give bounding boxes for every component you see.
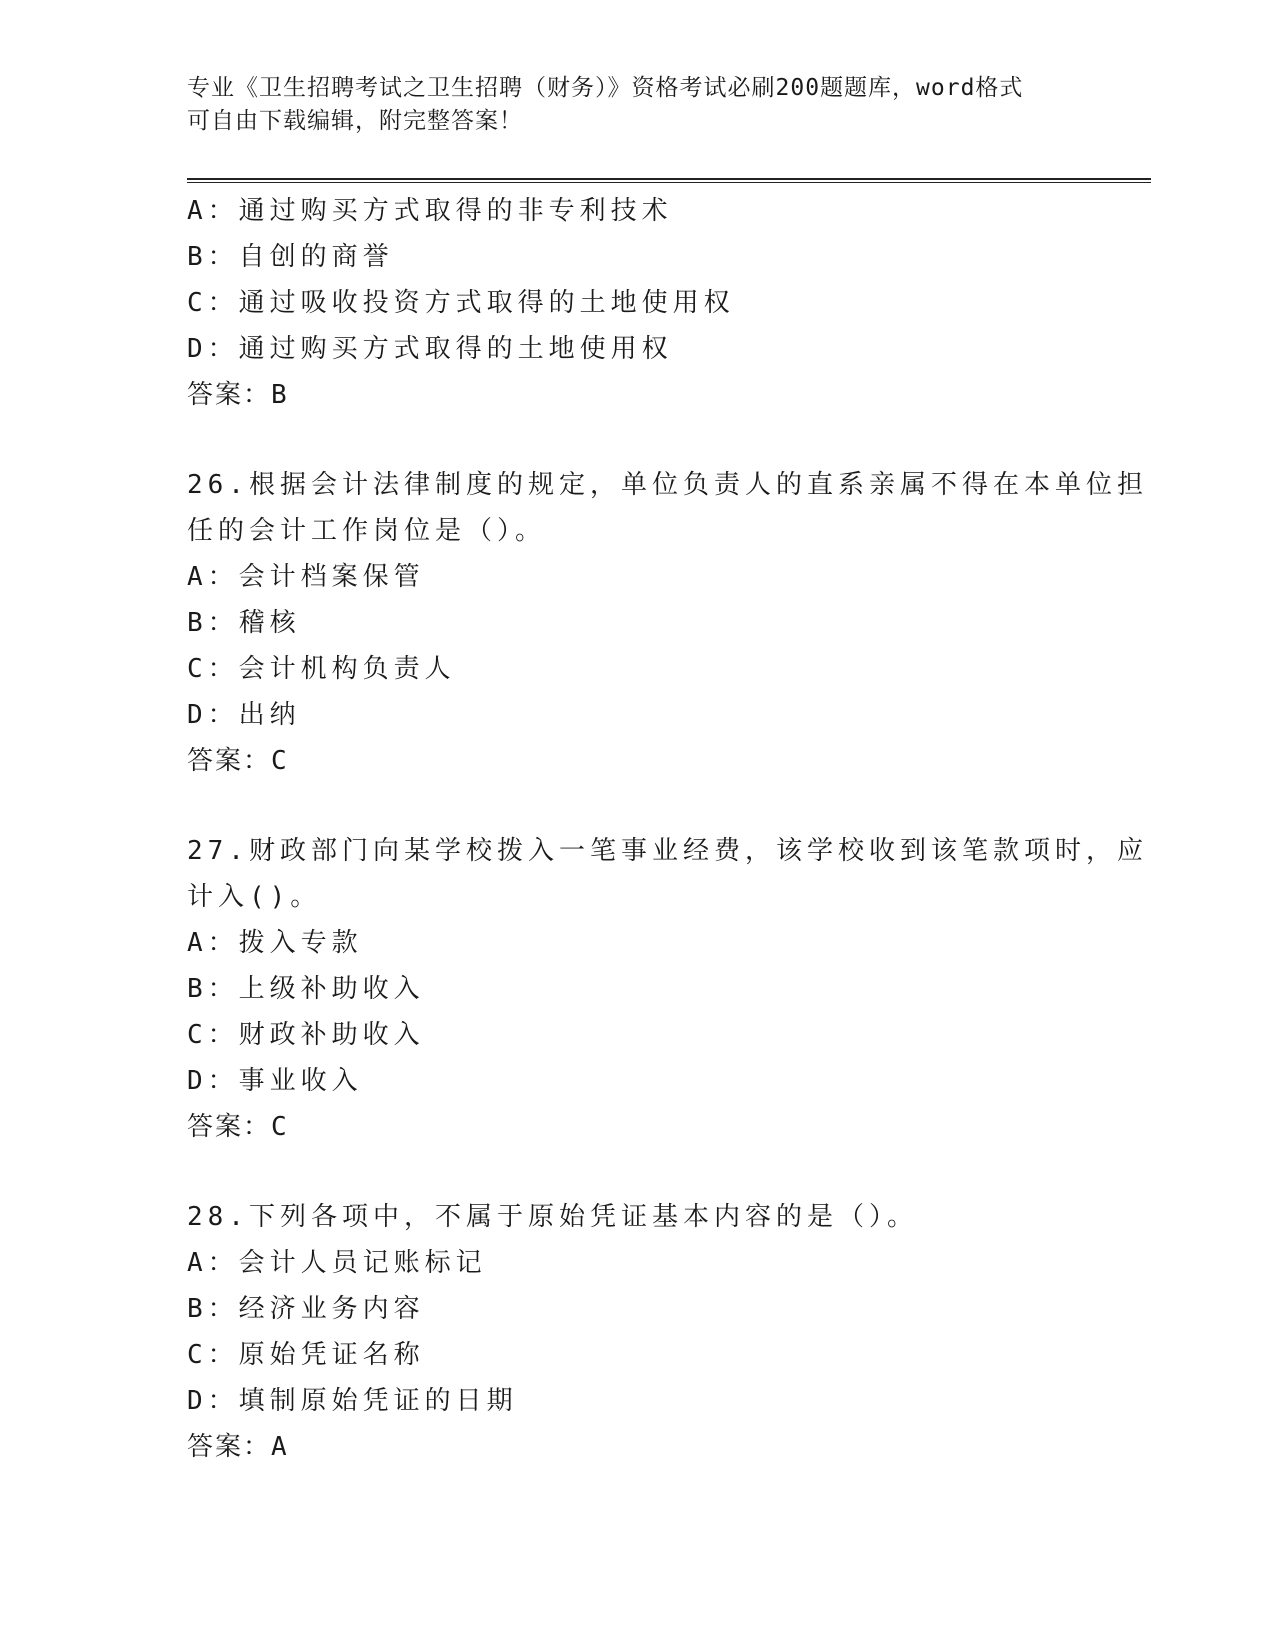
option-c: C：财政补助收入 <box>187 1020 425 1050</box>
prev-question-block <box>187 188 1087 418</box>
option-d: D：填制原始凭证的日期 <box>187 1386 518 1416</box>
option-c: C：会计机构负责人 <box>187 654 456 684</box>
option-c: C：通过吸收投资方式取得的土地使用权 <box>187 288 735 318</box>
question-26 <box>187 462 1148 784</box>
question-28 <box>187 1194 1087 1470</box>
question-text-line-1: 26.根据会计法律制度的规定，单位负责人的直系亲属不得在本单位担 <box>187 470 1148 500</box>
document-body <box>187 188 1148 1470</box>
option-a: A：通过购买方式取得的非专利技术 <box>187 196 673 226</box>
answer: 答案：A <box>187 1432 289 1462</box>
question-text-line-1: 27.财政部门向某学校拨入一笔事业经费，该学校收到该笔款项时，应 <box>187 836 1148 866</box>
option-b: B：上级补助收入 <box>187 974 425 1004</box>
header-line-1: 专业《卫生招聘考试之卫生招聘（财务）》资格考试必刷200题题库，word格式 <box>187 75 1024 101</box>
answer: 答案：B <box>187 380 289 410</box>
option-c: C：原始凭证名称 <box>187 1340 425 1370</box>
question-text-line-2: 任的会计工作岗位是（）。 <box>187 516 547 546</box>
option-a: A：拨入专款 <box>187 928 363 958</box>
question-text-line-1: 28.下列各项中，不属于原始凭证基本内容的是（）。 <box>187 1202 918 1232</box>
option-b: B：稽核 <box>187 608 301 638</box>
question-27 <box>187 828 1148 1150</box>
header-divider <box>187 178 1151 183</box>
header-line-2: 可自由下载编辑，附完整答案！ <box>187 108 523 134</box>
option-d: D：通过购买方式取得的土地使用权 <box>187 334 673 364</box>
option-a: A：会计档案保管 <box>187 562 425 592</box>
answer: 答案：C <box>187 1112 289 1142</box>
option-d: D：出纳 <box>187 700 301 730</box>
question-text-line-2: 计入()。 <box>187 882 322 912</box>
option-b: B：经济业务内容 <box>187 1294 425 1324</box>
option-b: B：自创的商誉 <box>187 242 394 272</box>
option-a: A：会计人员记账标记 <box>187 1248 487 1278</box>
page-header <box>187 72 1087 138</box>
option-d: D：事业收入 <box>187 1066 363 1096</box>
answer: 答案：C <box>187 746 289 776</box>
